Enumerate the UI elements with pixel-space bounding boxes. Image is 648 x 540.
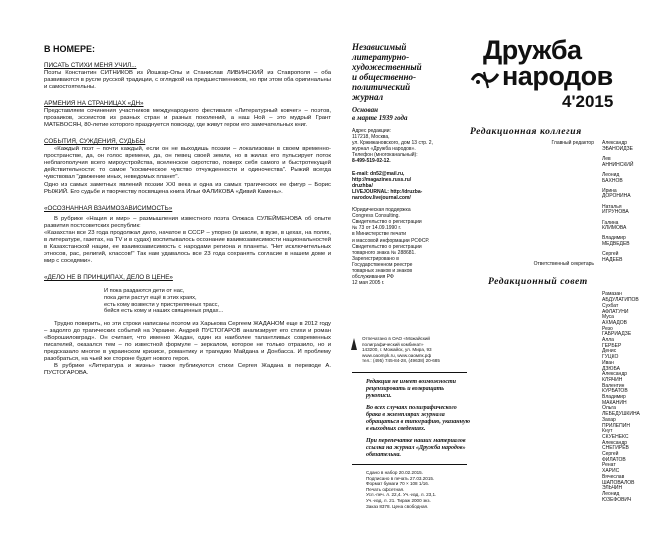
notice-line: Во всех случаях полиграфического <box>366 405 457 411</box>
member-last: ШАПОВАЛОВ <box>602 479 635 486</box>
poem-line: есть кому возвести у пристрелянных трасс, <box>104 301 220 308</box>
member-first: Кнут <box>602 428 613 435</box>
legal-line: № 73 от 14.09.1990 г. <box>352 225 402 232</box>
masthead-line: политический <box>352 82 411 92</box>
member-first: Вячеслав <box>602 473 625 480</box>
poem-line: бейся есть кому и наших священных рядах... <box>104 308 224 315</box>
legal-line: Зарегистрировано в <box>352 255 399 262</box>
member-last: ЛЕБЕДУШКИНА <box>602 411 640 418</box>
member-last: ЭЛЬЧИН <box>602 485 623 492</box>
member-last: БАХНОВ <box>602 177 623 184</box>
member-first: Леонид <box>602 491 620 497</box>
section-paragraph: Поэты Константин СИТНИКОВ из Йошкар-Олы и Станислав ЛИВИНСКИЙ из Ставрополя – оба развиваются в русле русской традиции, с оглядкой на предшественников, но при этом оба оригинальны и самостоятельны. <box>44 70 331 91</box>
imprint-line: Усл.-печ. л. 22,4. Уч.-изд. л. 23,1. <box>366 492 437 498</box>
notice-line: Редакция не имеет возможности <box>366 379 456 385</box>
member-last: АННИНСКИЙ <box>602 161 634 168</box>
logo-line-1: Дружба <box>483 35 582 65</box>
member-first: Захар <box>602 416 616 423</box>
logo-mark-icon <box>470 66 500 90</box>
member-first: Ренат <box>602 462 616 469</box>
member-last: ФИЛАТОВ <box>602 456 626 463</box>
founded-line: в марте 1939 года <box>352 114 408 122</box>
member-last: КЛЯЧИН <box>602 376 623 383</box>
member-last: ГЕРБЕР <box>602 342 622 349</box>
notice-line: ссылка на журнал «Дружба народов» <box>366 445 466 451</box>
member-first: Александр <box>602 439 628 446</box>
section-paragraph: Трудно поверить, но эти строки написаны поэтом из Харькова Сергеем ЖАДАНОМ еще в 2012 году – задолго до трагических событий на Украине. Андрей ПУСТОГАРОВ анализирует его стихи и роман «Ворошиловград». Он считает, что именно Жадан, один из наиболее талантливых современных писателей, оказался тем – по известной формуле – зеркалом, которое не только отразило, но и предсказало многое в украинском кризисе, романтику и трагедию Майдана и Донбасса. И проблему разобраться, на чьей же стороне будет нового героя. <box>44 321 331 363</box>
section-paragraph: Одно из самых заметных явлений поэзии XXI века и одна из самых трагических ее фигур – Борис РЫЖИЙ. Его судьбе и творчеству посвящена книга Ильи ФАЛИКОВА «Дивий Камень». <box>44 181 331 195</box>
member-first: Владимир <box>602 394 626 401</box>
founded-line: Основан <box>352 106 379 114</box>
address-line: 117218, Москва, <box>352 134 390 141</box>
member-first: Рамазан <box>602 291 622 297</box>
section-paragraph: «Казахстан все 23 года продолжал дело, начатое в СССР – упорно (в школе, в вузе, в цехах, на полях, в литературе, газетах, на TV и в судах) воспитывалось осознание взаимозависимости национальностей в Казахстанской нации, ее взаимозависимость с народами региона и планеты. "Нет исключительных этносов, рас, религий, классов!" Так нам удавалось все 23 года сохранять согласие в нашем доме и мир с соседями». <box>44 229 331 264</box>
member-last: ДОРОНИНА <box>602 193 631 200</box>
member-first: Сергей <box>602 451 619 458</box>
legal-line: 12 мая 2005 г. <box>352 280 385 287</box>
printer-block <box>362 336 474 364</box>
board-list <box>602 141 648 264</box>
printer-line: тел.: (495) 745-84-28, (49638) 20-685 <box>362 358 440 364</box>
notice-line: рукописи. <box>366 393 392 399</box>
member-last: ЮЗЕФОВИЧ <box>602 496 632 503</box>
imprint-line: Формат бумаги 70 × 108 1/16. <box>366 481 430 487</box>
member-first: Сергей <box>602 251 619 258</box>
email-link[interactable]: E-mail: dn52@mail.ru, <box>352 170 405 177</box>
member-first: Денис <box>602 348 617 355</box>
chief-editor-role: Главный редактор <box>551 140 594 146</box>
poem-line: И пока раздаются дети от нас, <box>104 287 185 294</box>
address-label: Адрес редакции: <box>352 128 391 134</box>
section-paragraph: В рубрике «Литература и жизнь» также публикуются стихи Сергея Жадана в переводе А. ПУСТОГАРОВА. <box>44 363 331 377</box>
divider <box>352 464 467 465</box>
legal-line: обслуживания РФ <box>352 274 394 281</box>
council-list <box>602 292 648 503</box>
secretary-role: Ответственный секретарь <box>533 261 594 267</box>
section-paragraph: «Каждый поэт – почти каждый, если он не выходишь поэзии – локализован в своем временно-пространстве, да, он голос времени, да, он певец своей земли, но в жилах его пульсирует поток неблагополучия всего мироустройства, вселенское сиротство, поверх себя самого и быстротекущей действительности: то самое "космическое чувство отчужденности и одиночества". Рыжий всегда чувствовал "движение иных, неведомых планет". <box>44 146 331 181</box>
right-page <box>340 0 648 540</box>
imprint-line: Печать офсетная. <box>366 486 405 492</box>
board-heading: Редакционная коллегия <box>470 126 582 137</box>
imprint-line: Сдано в набор 20.02.2015. <box>366 470 424 475</box>
council-heading: Редакционный совет <box>488 276 588 287</box>
member-last: МЕДВЕДЕВ <box>602 241 630 248</box>
notice-line: брака в экземплярах журнала <box>366 412 445 418</box>
address-line: ул. Кржижановского, дом 13 стр. 2, <box>352 140 433 147</box>
masthead-line: художественный <box>352 62 422 72</box>
legal-line: товарного знака № 288681. <box>352 249 416 256</box>
notices-block <box>366 379 474 459</box>
address-line: Телефон (многоканальный): <box>352 152 418 159</box>
member-last: ИГРУНОВА <box>602 209 629 216</box>
member-last: ХАРИС <box>602 468 620 475</box>
legal-line: и массовой информации РСФСР. <box>352 237 430 244</box>
member-first: Иван <box>602 359 614 366</box>
member-first: Наталья <box>602 203 622 210</box>
logo-line-2: народов <box>502 61 613 91</box>
masthead-line: литературно- <box>352 52 410 62</box>
site-link[interactable]: http://magazines.russ.ru/ <box>352 176 412 183</box>
phone-number: 8-499-519-02-12. <box>352 158 391 165</box>
member-last: МАКАНИН <box>602 399 627 406</box>
section-title: СОБЫТИЯ, СУЖДЕНИЯ, СУДЬБЫ <box>44 138 146 146</box>
member-last: ЭБАНОИДЗЕ <box>602 145 633 152</box>
member-first: Леонид <box>602 171 620 178</box>
masthead-column <box>352 42 460 286</box>
legal-line: Свидетельство о регистрации <box>352 243 422 250</box>
printer-line: полиграфический комбинат» <box>362 341 424 347</box>
imprint-line: Заказ 8378. Цена свободная. <box>366 503 429 509</box>
member-last: КУРБАТОВ <box>602 388 628 395</box>
member-first: Алла <box>602 337 614 344</box>
notice-line: обязательна. <box>366 452 402 458</box>
section-title: «ОСОЗНАННАЯ ВЗАИМОЗАВИСИМОСТЬ» <box>44 204 173 212</box>
legal-line: Congress Consulting. <box>352 213 400 220</box>
poem-line: пока дети растут ещё в этих краях, <box>104 294 197 301</box>
member-last: АХМАДОВ <box>602 319 627 326</box>
contents-column <box>44 60 331 378</box>
member-first: Александр <box>602 140 628 146</box>
member-last: ГУЦКО <box>602 354 619 361</box>
legal-line: в Министерстве печати <box>352 231 407 238</box>
issue-number: 4'2015 <box>562 92 614 111</box>
imprint-block <box>366 470 474 509</box>
member-first: Галина <box>602 219 619 226</box>
member-first: Ольга <box>602 405 616 412</box>
site-link[interactable]: druzhba/ <box>352 182 373 189</box>
section-paragraph: В рубрике «Нация и мир» – размышления известного поэта Олжаса СУЛЕЙМЕНОВА об опыте развития постсоветских республик: <box>44 215 331 229</box>
address-line: журнал «Дружба народов». <box>352 146 416 153</box>
member-first: Сухбат <box>602 302 619 309</box>
printer-line: 143200, г. Можайск, ул. Мира, 93 <box>362 347 432 353</box>
masthead-line: Независимый <box>352 42 407 52</box>
member-last: НАДЕЕВ <box>602 257 623 264</box>
notice-line: обращаться в типографию, указанную <box>366 419 471 425</box>
member-last: СКУЕНЕКС <box>602 433 629 440</box>
divider <box>352 372 467 373</box>
printer-line: Отпечатано в ОАО «Можайский <box>362 336 430 341</box>
masthead-line: и общественно- <box>352 72 417 82</box>
livejournal-link[interactable]: narodov.livejournal.com/ <box>352 194 411 201</box>
member-last: СНЕГИРЕВ <box>602 445 629 452</box>
printer-line: www.oaompk.ru, www.оаомпк.рф <box>362 352 432 358</box>
member-first: Владимир <box>602 235 626 242</box>
section-paragraph: Представляем сочинения участников международного фестиваля «Литературный ковчег» – поэтов, прозаиков, эссеистов из разных стран и разных поколений, а наш Ной – это мудрый Грант МАТЕВОСЯН, 80-летие которого празднуется повсюду, где живут герои его замечательных книг. <box>44 108 331 129</box>
member-first: Муса <box>602 314 614 321</box>
imprint-line: Уч.-изд. л. 21. Тираж 2000 экз. <box>366 497 431 503</box>
member-first: Резо <box>602 325 613 332</box>
printer-logo-icon <box>350 337 358 351</box>
member-last: ПРИЛЕПИН <box>602 422 630 429</box>
member-last: АБДУЛАТИПОВ <box>602 296 639 303</box>
member-last: ГАБРИАДЗЕ <box>602 331 632 338</box>
livejournal-link[interactable]: LIVEJOURNAL: http://druzba- <box>352 188 423 195</box>
section-title: ПИСАТЬ СТИХИ МЕНЯ УЧИЛ... <box>44 62 137 69</box>
member-last: АФЛАТУНИ <box>602 308 629 315</box>
notice-line: При перепечатке наших материалов <box>366 438 466 444</box>
legal-line: Юридическая поддержка <box>352 207 411 214</box>
member-last: ДЗЮБА <box>602 365 620 372</box>
section-title: АРМЕНИЯ НА СТРАНИЦАХ «ДН» <box>44 100 144 108</box>
member-first: Лев <box>602 155 611 162</box>
legal-line: Государственном реестре <box>352 261 413 268</box>
member-last: КЛИМОВА <box>602 225 627 232</box>
notice-line: рецензировать и возвращать <box>366 386 445 392</box>
legal-line: товарных знаков и знаков <box>352 267 413 274</box>
member-first: Валентин <box>602 382 625 389</box>
masthead-line: журнал <box>352 92 384 102</box>
member-first: Ирина <box>602 187 617 194</box>
legal-line: Свидетельство о регистрации <box>352 219 422 226</box>
contents-heading: В НОМЕРЕ: <box>44 44 96 54</box>
poem-quote <box>104 288 331 315</box>
member-first: Александр <box>602 371 628 378</box>
notice-line: в выходных сведениях. <box>366 426 426 432</box>
section-title: «ДЕЛО НЕ В ПРИНЦИПАХ, ДЕЛО В ЦЕНЕ» <box>44 273 173 281</box>
imprint-line: Подписано в печать 27.03.2015. <box>366 475 435 481</box>
